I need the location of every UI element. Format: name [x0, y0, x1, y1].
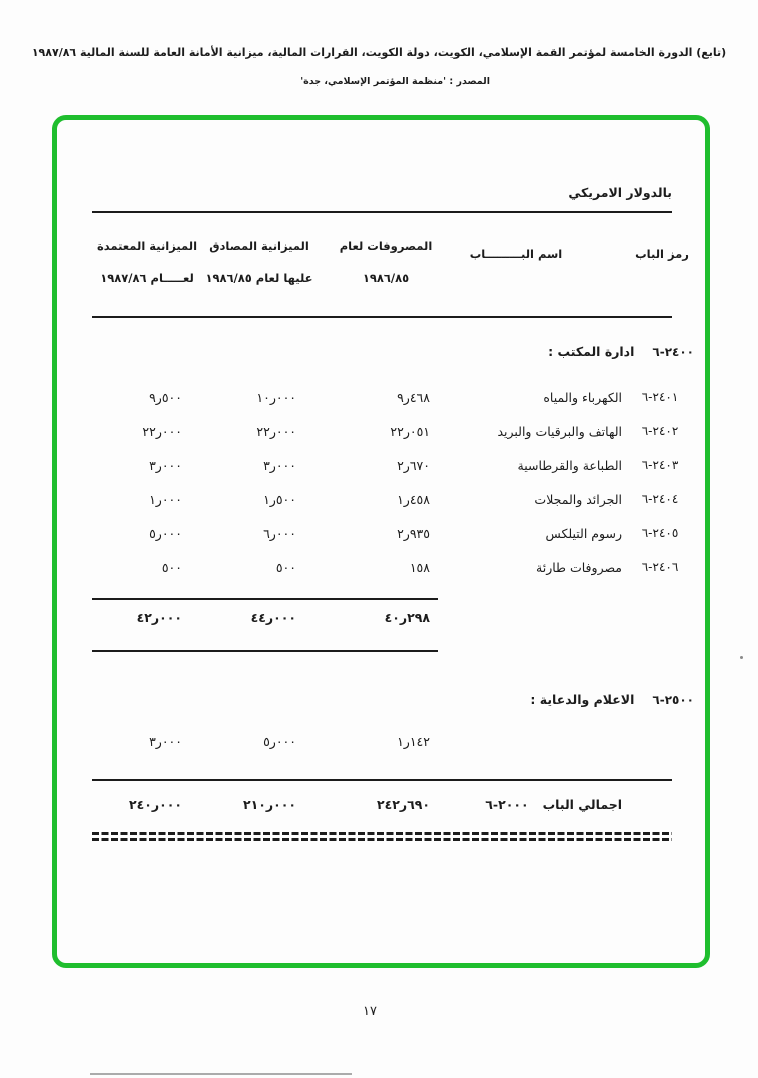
table-row: [0, 390, 758, 412]
col-header-name: اسم البـــــــــاب: [469, 247, 563, 261]
row-approved: ١ر٥٠٠: [263, 492, 296, 507]
row-approved: ١٠ر٠٠٠: [256, 390, 296, 405]
document-title: (تابع) الدورة الخامسة لمؤتمر القمة الإسلامي، الكويت، دولة الكويت، القرارات المالية، ميزانية الأمانة العامة للسنة المالية ١٩٨٧/٨٦: [31, 46, 727, 59]
divider-line: [92, 211, 672, 213]
table-row: [0, 734, 758, 756]
table-row: [0, 458, 758, 480]
row-approved: ٢٢ر٠٠٠: [256, 424, 296, 439]
grand-total-chapter-code: ٦-٢٠٠٠: [485, 797, 529, 812]
row-code: ٦-٢٤٠٦: [641, 560, 679, 574]
col-header-approved-line2: عليها لعام ١٩٨٦/٨٥: [205, 271, 313, 285]
double-rule-bar: [92, 832, 672, 835]
section-code: ٦-٢٥٠٠: [652, 693, 694, 707]
row-name: الهاتف والبرقيات والبريد: [497, 424, 622, 439]
row-adopted: ١ر٠٠٠: [149, 492, 182, 507]
divider-line: [92, 316, 672, 318]
table-row: [0, 424, 758, 446]
grand-total-spent: ٢٤٢ر٦٩٠: [377, 797, 430, 812]
col-header-code: رمز الباب: [635, 247, 689, 261]
section-header-information-publicity: [530, 692, 694, 707]
col-header-approved-line1: الميزانية المصادق: [209, 239, 309, 253]
row-name: الكهرباء والمياه: [543, 390, 622, 405]
double-rule: [92, 832, 672, 844]
row-spent: ٢ر٦٧٠: [397, 458, 430, 473]
row-approved: ٥٠٠: [275, 560, 296, 575]
section-header-office-admin: [548, 344, 694, 359]
row-spent: ١ر٤٥٨: [397, 492, 430, 507]
page-number: ١٧: [363, 1004, 377, 1019]
divider-line: [92, 598, 438, 600]
row-code: ٦-٢٤٠١: [641, 390, 679, 404]
currency-label: بالدولار الامريكي: [568, 185, 672, 200]
grand-total-label: [485, 797, 622, 812]
divider-line: [92, 779, 672, 781]
row-code: ٦-٢٤٠٥: [641, 526, 679, 540]
divider-line: [92, 650, 438, 652]
row-name: مصروفات طارئة: [536, 560, 622, 575]
row-adopted: ٢٢ر٠٠٠: [142, 424, 182, 439]
source-note: المصدر : 'منظمة المؤتمر الإسلامي، جدة': [300, 76, 490, 87]
row-spent: ٢٢ر٠٥١: [390, 424, 430, 439]
subtotal-approved: ٤٤ر٠٠٠: [250, 610, 296, 625]
section-code: ٦-٢٤٠٠: [652, 345, 694, 359]
row-adopted: ٣ر٠٠٠: [149, 458, 182, 473]
row-spent: ١٥٨: [409, 560, 430, 575]
row-spent: ٩ر٤٦٨: [397, 390, 430, 405]
col-header-adopted-line1: الميزانية المعتمدة: [96, 239, 198, 253]
row-approved: ٥ر٠٠٠: [263, 734, 296, 749]
subtotal-adopted: ٤٢ر٠٠٠: [136, 610, 182, 625]
row-code: ٦-٢٤٠٢: [641, 424, 679, 438]
row-adopted: ٣ر٠٠٠: [149, 734, 182, 749]
grand-total-row: [0, 797, 758, 819]
section-title: ادارة المكتب :: [548, 344, 635, 359]
scan-speck: [740, 656, 743, 659]
row-name: رسوم التيلكس: [545, 526, 622, 541]
row-adopted: ٩ر٥٠٠: [149, 390, 182, 405]
row-code: ٦-٢٤٠٣: [641, 458, 679, 472]
scan-edge-artifact: [90, 1073, 352, 1075]
row-adopted: ٥ر٠٠٠: [149, 526, 182, 541]
grand-total-approved: ٢١٠ر٠٠٠: [243, 797, 296, 812]
row-name: الجرائد والمجلات: [534, 492, 622, 507]
table-row: [0, 560, 758, 582]
col-header-spent-line2: ١٩٨٦/٨٥: [362, 271, 410, 285]
row-name: الطباعة والقرطاسية: [517, 458, 622, 473]
double-rule-bar: [92, 838, 672, 841]
row-spent: ٢ر٩٣٥: [397, 526, 430, 541]
section-title: الاعلام والدعاية :: [530, 692, 635, 707]
row-code: ٦-٢٤٠٤: [641, 492, 679, 506]
grand-total-adopted: ٢٤٠ر٠٠٠: [129, 797, 182, 812]
row-spent: ١ر١٤٢: [397, 734, 430, 749]
table-row: [0, 492, 758, 514]
grand-total-label-text: اجمالي الباب: [542, 797, 622, 812]
col-header-adopted-line2: لعـــــام ١٩٨٧/٨٦: [100, 271, 194, 285]
table-row: [0, 526, 758, 548]
row-approved: ٣ر٠٠٠: [263, 458, 296, 473]
col-header-spent-line1: المصروفات لعام: [339, 239, 433, 253]
row-approved: ٦ر٠٠٠: [263, 526, 296, 541]
row-adopted: ٥٠٠: [161, 560, 182, 575]
subtotal-row: [0, 610, 758, 632]
subtotal-spent: ٤٠ر٢٩٨: [384, 610, 430, 625]
